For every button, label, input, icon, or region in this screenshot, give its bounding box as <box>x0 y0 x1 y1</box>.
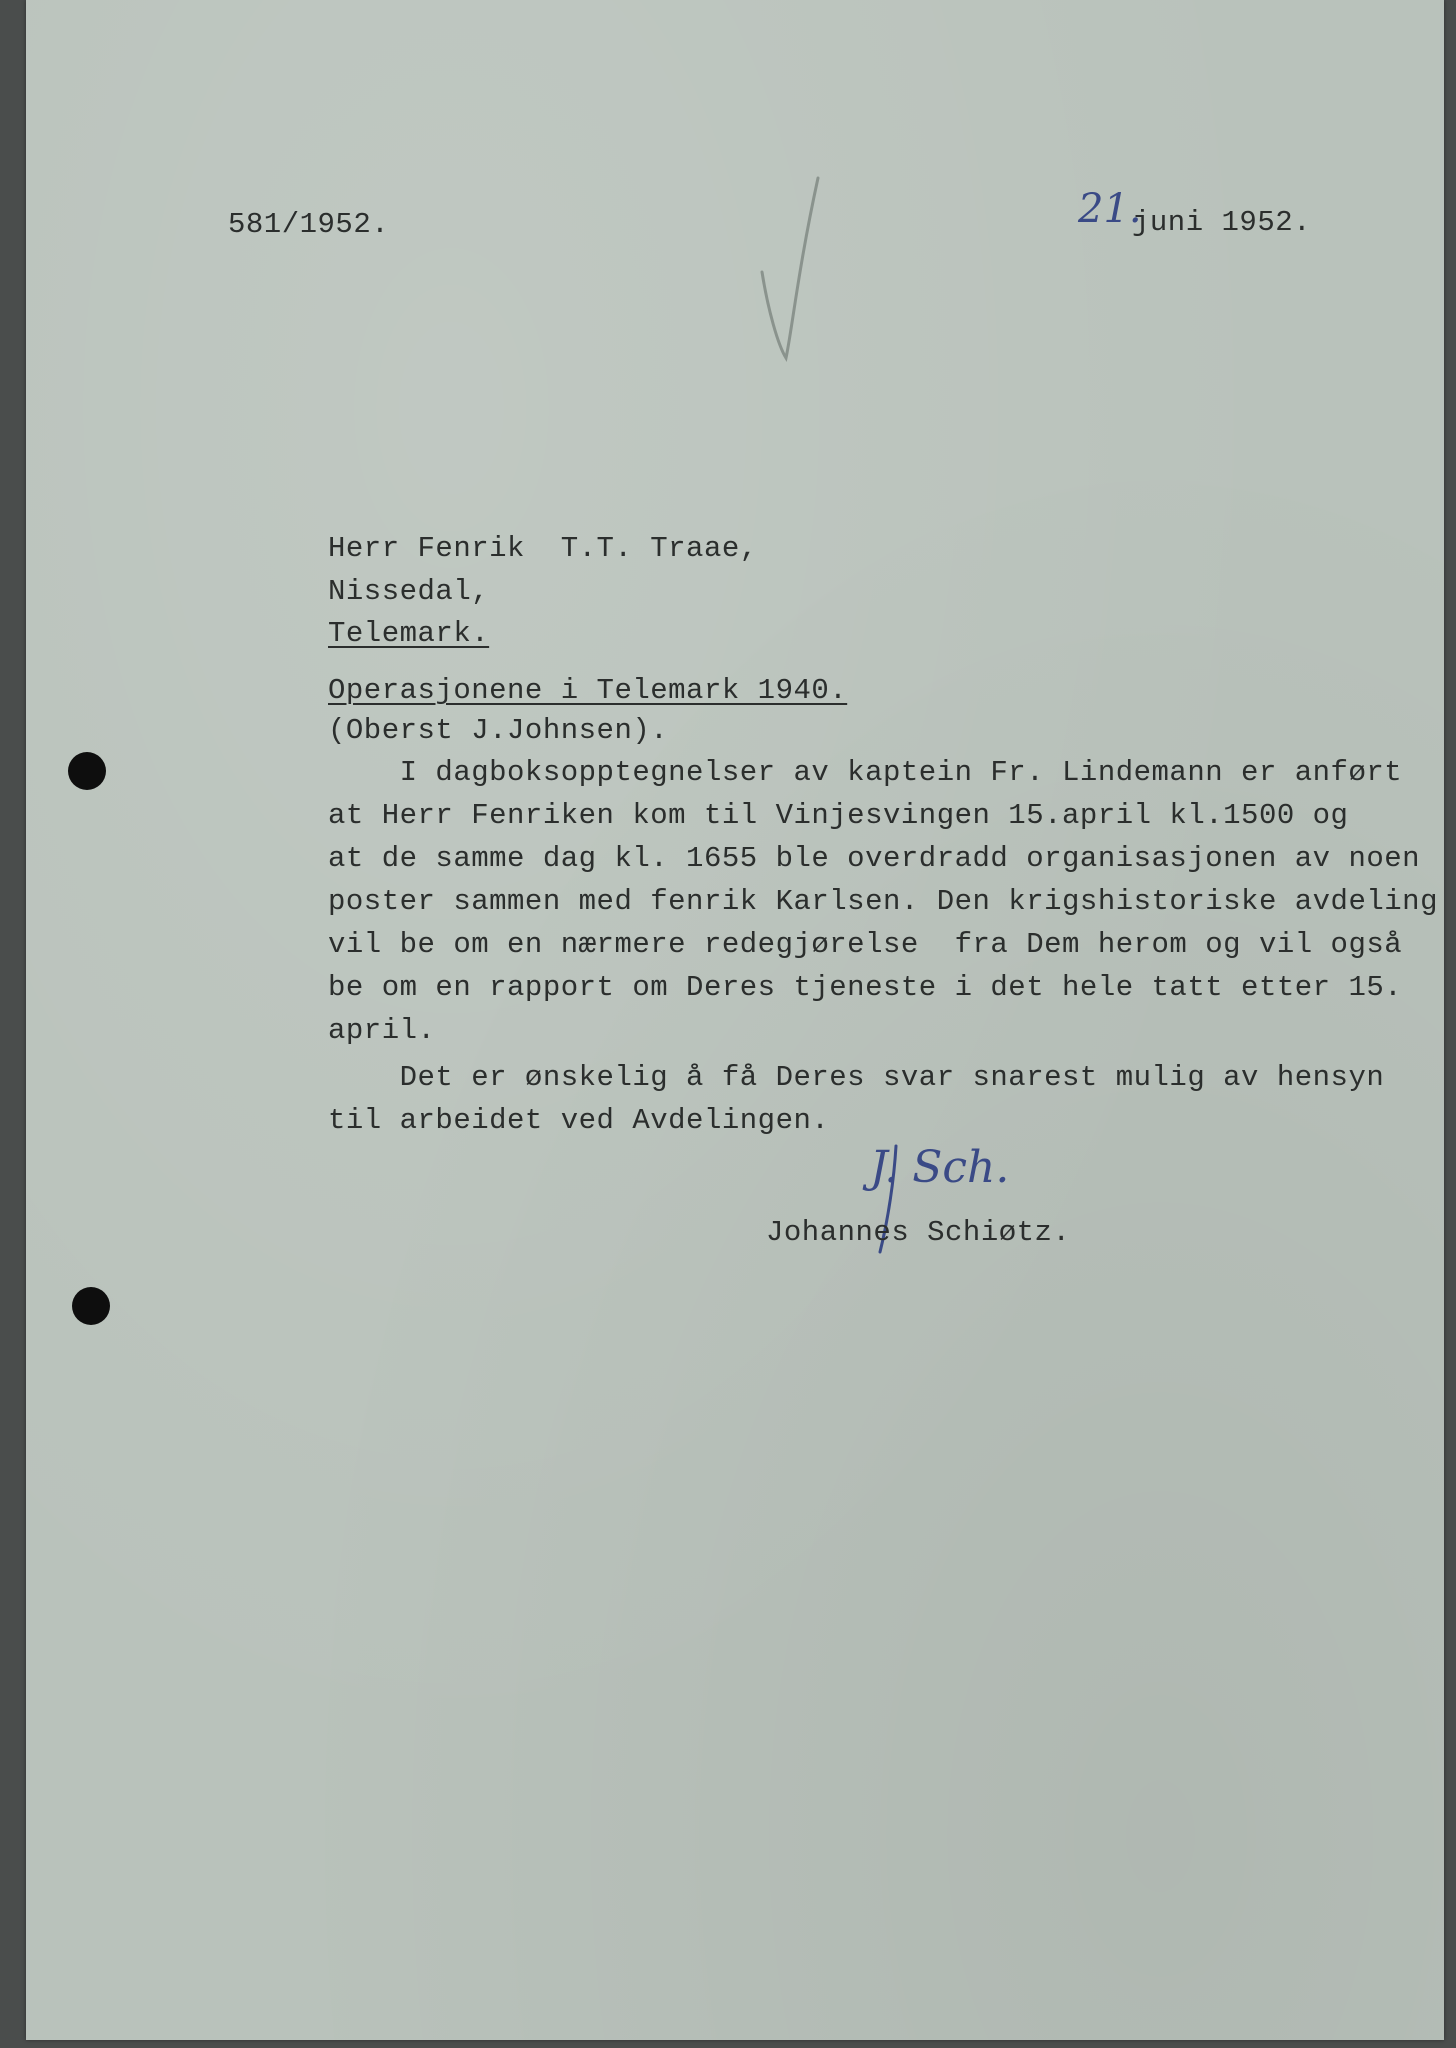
body-line: poster sammen med fenrik Karlsen. Den krigshistoriske avdeling <box>328 885 1438 918</box>
body-line: april. <box>328 1014 436 1047</box>
punch-hole <box>68 752 106 790</box>
subject-note: (Oberst J.Johnsen). <box>328 714 669 747</box>
handwritten-initials: J. Sch. <box>870 1142 1010 1193</box>
body-line: be om en rapport om Deres tjeneste i det hele tatt etter 15. <box>328 971 1403 1004</box>
reference-number: 581/1952. <box>228 208 390 241</box>
letter-page <box>26 0 1444 2040</box>
handwritten-check-mark <box>726 160 836 370</box>
subject-line: Operasjonene i Telemark 1940. <box>328 674 848 707</box>
punch-hole <box>72 1287 110 1325</box>
handwritten-day: 21. <box>1078 186 1142 232</box>
body-line: at de samme dag kl. 1655 ble overdradd organisasjonen av noen <box>328 842 1421 875</box>
recipient-line-1: Herr Fenrik T.T. Traae, <box>328 532 758 565</box>
signature-name: Johannes Schiøtz. <box>766 1216 1071 1249</box>
letter-date: juni 1952. <box>1132 206 1312 239</box>
body-line: at Herr Fenriken kom til Vinjesvingen 15.april kl.1500 og <box>328 799 1349 832</box>
body-line: til arbeidet ved Avdelingen. <box>328 1104 830 1137</box>
recipient-line-2: Nissedal, <box>328 575 490 608</box>
body-line: I dagboksopptegnelser av kaptein Fr. Lindemann er anført <box>328 756 1403 789</box>
letter-body <box>328 751 1438 1142</box>
recipient-line-3: Telemark. <box>328 617 490 650</box>
body-line: Det er ønskelig å få Deres svar snarest mulig av hensyn <box>328 1061 1385 1094</box>
body-line: vil be om en nærmere redegjørelse fra Dem herom og vil også <box>328 928 1403 961</box>
